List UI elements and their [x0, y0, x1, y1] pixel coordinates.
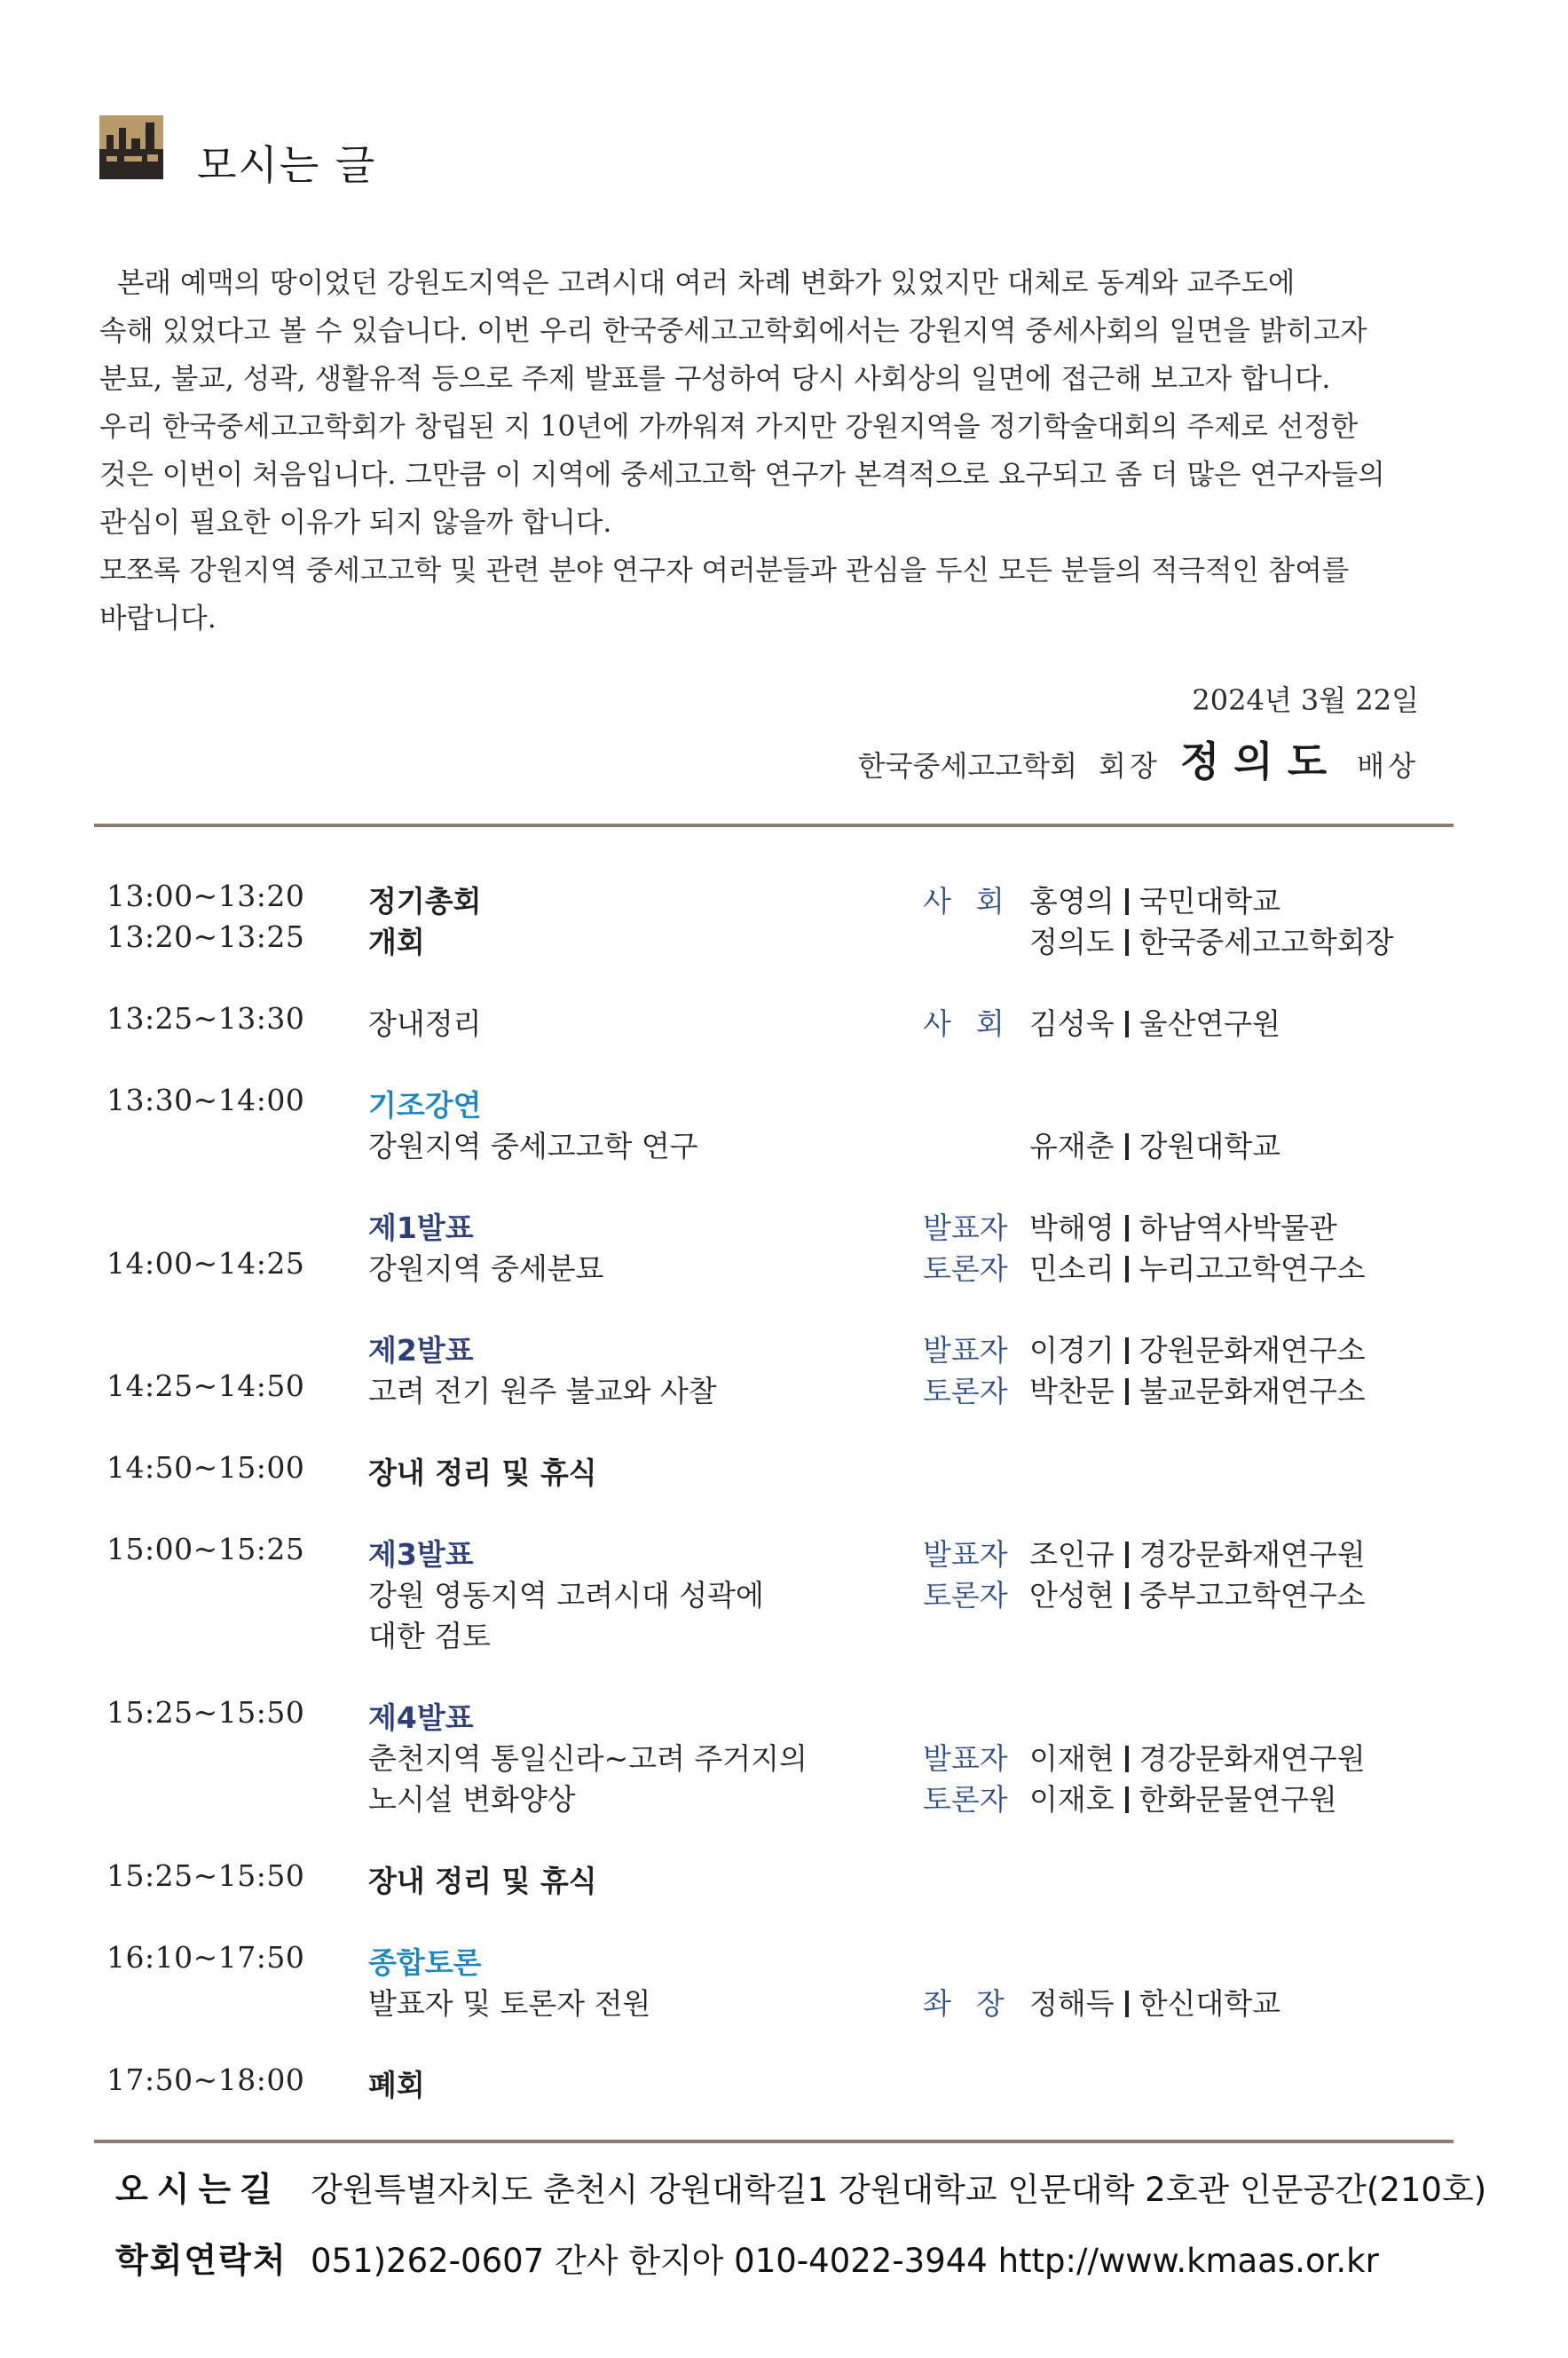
role-label: 좌장 — [923, 1986, 1029, 2021]
message-line: 우리 한국중세고고학회가 창립된 지 10년에 가까워져 가지만 강원지역을 정기학술대회의 주제로 선정한 — [99, 411, 1359, 443]
signature-name: 정의도 — [1179, 737, 1342, 785]
separator-bar — [1125, 1256, 1129, 1282]
separator-bar — [1125, 1378, 1129, 1405]
participant-affiliation: 국민대학교 — [1139, 884, 1281, 919]
role-label: 발표자 — [923, 1211, 1008, 1245]
separator-bar — [1125, 1011, 1129, 1037]
separator-bar — [1125, 888, 1129, 915]
role-label: 토론자 — [923, 1374, 1008, 1408]
participant-name: 정해득 — [1029, 1986, 1115, 2021]
role-label: 발표자 — [923, 1333, 1008, 1368]
contact-label: 학회연락처 — [115, 2241, 288, 2280]
participant-name: 정의도 — [1029, 925, 1115, 959]
separator-bar — [1125, 1215, 1129, 1242]
session-label: 제1발표 — [368, 1211, 474, 1245]
role-label: 토론자 — [923, 1782, 1008, 1817]
participant — [1029, 1368, 1366, 1410]
participant — [1029, 1777, 1337, 1818]
participant-name: 이재호 — [1029, 1782, 1115, 1817]
signature-org: 한국중세고고학회 — [857, 749, 1078, 783]
session-label: 기조강연 — [368, 1088, 482, 1123]
message-line: 모쪼록 강원지역 중세고고학 및 관련 분야 연구자 여러분들과 관심을 두신 모든 분들의 적극적인 참여를 — [99, 555, 1350, 587]
message-line: 것은 이번이 처음입니다. 그만큼 이 지역에 중세고고학 연구가 본격적으로 요구되고 좀 더 많은 연구자들의 — [99, 459, 1385, 491]
message-line: 바랍니다. — [99, 603, 217, 635]
session-label: 제4발표 — [368, 1700, 474, 1735]
participant-name: 김성욱 — [1029, 1006, 1115, 1041]
separator-bar — [1125, 929, 1129, 956]
participant — [1029, 1532, 1366, 1573]
divider — [94, 2140, 1454, 2143]
separator-bar — [1125, 1746, 1129, 1772]
program-title-cont: 대한 검토 — [368, 1619, 492, 1653]
participant-affiliation: 한국중세고고학회장 — [1139, 925, 1394, 959]
program-title: 장내 정리 및 휴식 — [368, 1455, 597, 1490]
program-title: 강원지역 중세분묘 — [368, 1251, 604, 1286]
directions-address: 강원특별자치도 춘천시 강원대학길1 강원대학교 인문대학 2호관 인문공간(210호) — [311, 2171, 1487, 2209]
message-line: 본래 예맥의 땅이었던 강원도지역은 고려시대 여러 차례 변화가 있었지만 대체로 동계와 교주도에 — [99, 267, 1296, 299]
participant-name: 민소리 — [1029, 1251, 1115, 1286]
participant-affiliation: 경강문화재연구원 — [1139, 1537, 1366, 1572]
role-label: 발표자 — [923, 1537, 1008, 1572]
time-slot: 17:50~18:00 — [106, 2062, 305, 2097]
participant-affiliation: 강원문화재연구소 — [1139, 1333, 1366, 1368]
time-slot: 15:25~15:50 — [106, 1858, 305, 1893]
message-line: 관심이 필요한 이유가 되지 않을까 합니다. — [99, 507, 612, 539]
separator-bar — [1125, 1582, 1129, 1609]
time-slot: 15:25~15:50 — [106, 1695, 305, 1730]
participant — [1029, 1981, 1280, 2023]
page-title: 모시는 글 — [197, 141, 377, 189]
message-line: 분묘, 불교, 성곽, 생활유적 등으로 주제 발표를 구성하여 당시 사회상의 일면에 접근해 보고자 합니다. — [99, 363, 1331, 395]
program-title: 정기총회 — [368, 884, 482, 919]
participant-affiliation: 경강문화재연구원 — [1139, 1741, 1366, 1776]
participant-affiliation: 울산연구원 — [1139, 1006, 1281, 1041]
participant-affiliation: 누리고고학연구소 — [1139, 1251, 1366, 1286]
role-label: 사회 — [923, 1006, 1029, 1041]
role-label: 사회 — [923, 884, 1029, 919]
contact-row — [115, 2233, 1379, 2282]
time-slot: 13:25~13:30 — [106, 1001, 305, 1036]
message-line: 속해 있었다고 볼 수 있습니다. 이번 우리 한국중세고고학회에서는 강원지역 중세사회의 일면을 밝히고자 — [99, 315, 1367, 347]
participant-name: 안성현 — [1029, 1578, 1115, 1613]
separator-bar — [1125, 1991, 1129, 2017]
directions-label: 오시는길 — [115, 2170, 281, 2209]
role-label: 토론자 — [923, 1578, 1008, 1613]
program-title: 장내 정리 및 휴식 — [368, 1864, 597, 1898]
signature-title: 회장 — [1099, 749, 1161, 783]
participant-affiliation: 한신대학교 — [1139, 1986, 1281, 2021]
program-title: 장내정리 — [368, 1006, 482, 1041]
time-slot: 15:00~15:25 — [106, 1532, 305, 1566]
participant — [1029, 919, 1394, 961]
signature-closing: 배상 — [1357, 749, 1419, 783]
invitation-message — [99, 259, 1439, 643]
program-title: 춘천지역 통일신라~고려 주거지의 — [368, 1741, 808, 1776]
time-slot: 13:20~13:25 — [106, 919, 305, 954]
separator-bar — [1125, 1133, 1129, 1160]
separator-bar — [1125, 1337, 1129, 1364]
participant-affiliation: 중부고고학연구소 — [1139, 1578, 1366, 1613]
program-title: 고려 전기 원주 불교와 사찰 — [368, 1374, 717, 1408]
participant-affiliation: 하남역사박물관 — [1139, 1211, 1337, 1245]
divider — [94, 824, 1454, 827]
participant-affiliation: 한화문물연구원 — [1139, 1782, 1337, 1817]
program-title: 발표자 및 토론자 전원 — [368, 1986, 651, 2021]
time-slot: 16:10~17:50 — [106, 1940, 305, 1975]
contact-info[interactable]: 051)262-0607 간사 한지아 010-4022-3944 http://www.kmaas.or.kr — [311, 2242, 1379, 2280]
session-label: 제2발표 — [368, 1333, 474, 1368]
program-title: 강원 영동지역 고려시대 성곽에 — [368, 1578, 764, 1613]
separator-bar — [1125, 1542, 1129, 1568]
participant — [1029, 879, 1280, 920]
participant — [1029, 1124, 1280, 1165]
role-label: 토론자 — [923, 1251, 1008, 1286]
participant — [1029, 1328, 1366, 1369]
participant — [1029, 1736, 1366, 1778]
participant-name: 이재현 — [1029, 1741, 1115, 1776]
participant-name: 이경기 — [1029, 1333, 1115, 1368]
time-slot: 14:00~14:25 — [106, 1246, 305, 1281]
program-title: 개회 — [368, 925, 425, 959]
session-label: 제3발표 — [368, 1537, 474, 1572]
program-title: 폐회 — [368, 2068, 425, 2102]
session-label: 종합토론 — [368, 1945, 482, 1980]
program-title-cont: 노시설 변화양상 — [368, 1782, 576, 1817]
directions-row — [115, 2162, 1486, 2211]
role-label: 발표자 — [923, 1741, 1008, 1776]
participant-name: 조인규 — [1029, 1537, 1115, 1572]
participant-name: 홍영의 — [1029, 884, 1115, 919]
time-slot: 13:00~13:20 — [106, 879, 305, 913]
participant-name: 박해영 — [1029, 1211, 1115, 1245]
time-slot: 14:25~14:50 — [106, 1368, 305, 1403]
program-title: 강원지역 중세고고학 연구 — [368, 1129, 698, 1163]
letter-date: 2024년 3월 22일 — [1192, 683, 1419, 717]
time-slot: 13:30~14:00 — [106, 1083, 305, 1117]
time-slot: 14:50~15:00 — [106, 1450, 305, 1485]
participant-name: 유재춘 — [1029, 1129, 1115, 1163]
participant-name: 박찬문 — [1029, 1374, 1115, 1408]
signature — [858, 729, 1419, 788]
conference-logo-icon — [99, 115, 163, 179]
participant — [1029, 1246, 1366, 1288]
participant-affiliation: 강원대학교 — [1139, 1129, 1281, 1163]
participant — [1029, 1001, 1280, 1043]
participant — [1029, 1573, 1366, 1614]
participant — [1029, 1205, 1337, 1247]
participant-affiliation: 불교문화재연구소 — [1139, 1374, 1366, 1408]
separator-bar — [1125, 1786, 1129, 1813]
